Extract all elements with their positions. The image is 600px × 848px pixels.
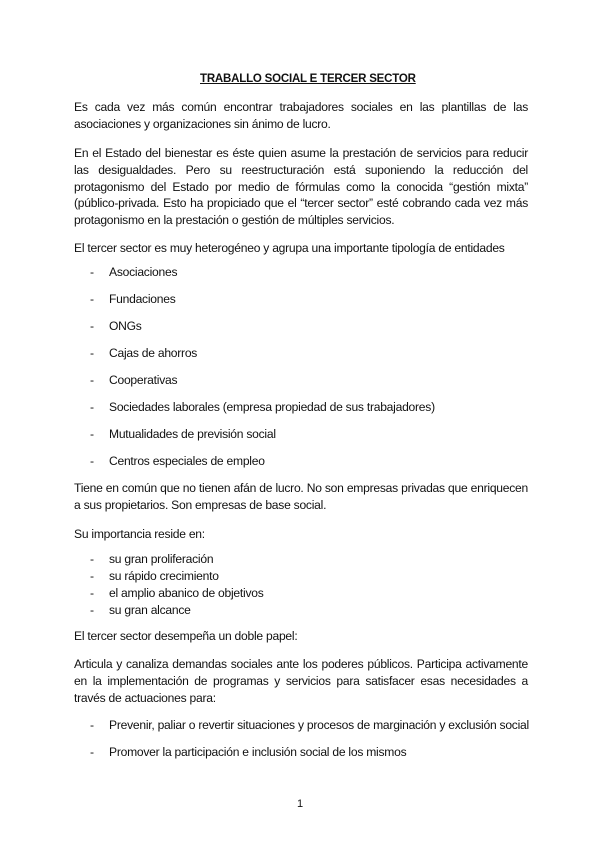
list-dash: - — [90, 454, 94, 468]
list-dash: - — [90, 400, 94, 414]
document-title: TRABALLO SOCIAL E TERCER SECTOR — [200, 73, 416, 85]
list-dash: - — [90, 745, 94, 759]
list-dash: - — [90, 373, 94, 387]
list-dash: - — [90, 603, 94, 617]
list-dash: - — [90, 718, 94, 732]
list-dash: - — [90, 292, 94, 306]
paragraph-estado: En el Estado del bienestar es éste quien asume la prestación de servicios para reducir las desigualdades. Pero su reestructuración está suponiendo la reducción del protagonismo del Estado por medio de fórmulas como la conocida “gestión mixta” (público-privada. Esto ha propiciado que el “tercer sector” esté cobrando cada vez más protagonismo en la prestación o gestión de múltiples servicios. — [74, 146, 528, 228]
paragraph-intro: Es cada vez más común encontrar trabajadores sociales en las plantillas de las asociaciones y organizaciones sin ánimo de lucro. — [74, 100, 528, 131]
paragraph-comun: Tiene en común que no tienen afán de lucro. No son empresas privadas que enriquecen a sus propietarios. Son empresas de base social. — [74, 481, 528, 512]
list-dash: - — [90, 346, 94, 360]
paragraph-articula: Articula y canaliza demandas sociales ante los poderes públicos. Participa activamente en la implementación de programas y servicios para satisfacer esas necesidades a través de actuaciones para: — [74, 657, 528, 705]
paragraph-heterogeneo: El tercer sector es muy heterogéneo y agrupa una importante tipología de entidades — [74, 241, 505, 255]
list-dash: - — [90, 319, 94, 333]
list-dash: - — [90, 552, 94, 566]
list-dash: - — [90, 586, 94, 600]
list-dash: - — [90, 427, 94, 441]
list-dash: - — [90, 569, 94, 583]
list-dash: - — [90, 265, 94, 279]
page-number: 1 — [296, 798, 304, 810]
document-page: TRABALLO SOCIAL E TERCER SECTOR Es cada vez más común encontrar trabajadores sociales en las plantillas de las asociaciones y organizaciones sin ánimo de lucro. En el Estado del bienestar es éste quien asume la prestación de servicios para reducir las desigualdades. Pero su reestructuración está suponiendo la reducción del protagonismo del Estado por medio de fórmulas como la conocida “gestión mixta” (público-privada. Esto ha propiciado que el “tercer sector” esté cobrando cada vez más protagonismo en la prestación o gestión de múltiples servicios. El tercer sector es muy heterogéneo y agrupa una importante tipología de entidades - Asociaciones - Fundaciones - ONGs - Cajas de ahorros - Cooperativas - Sociedades laborales (empresa propiedad de sus trabajadores) - Mutualidades de previsión social - Centros especiales de empleo Tiene en común que no tienen afán de lucro. No son empresas privadas que enriquecen a sus propietarios. Son empresas de base social. Su importancia reside en: - su gran proliferación - su rápido crecimiento - el amplio abanico de objetivos - su gran alcance El tercer sector desempeña un doble papel: Articula y canaliza demandas sociales ante los poderes públicos. Participa activamente en la implementación de programas y servicios para satisfacer esas necesidades a través de actuaciones para: - Prevenir, paliar o revertir situaciones y procesos de marginación y exclusión social - Promover la participación e inclusión social de los mismos 1 — [74, 73, 529, 810]
paragraph-papel: El tercer sector desempeña un doble papel: — [74, 629, 298, 643]
paragraph-importancia-label: Su importancia reside en: — [74, 527, 205, 541]
